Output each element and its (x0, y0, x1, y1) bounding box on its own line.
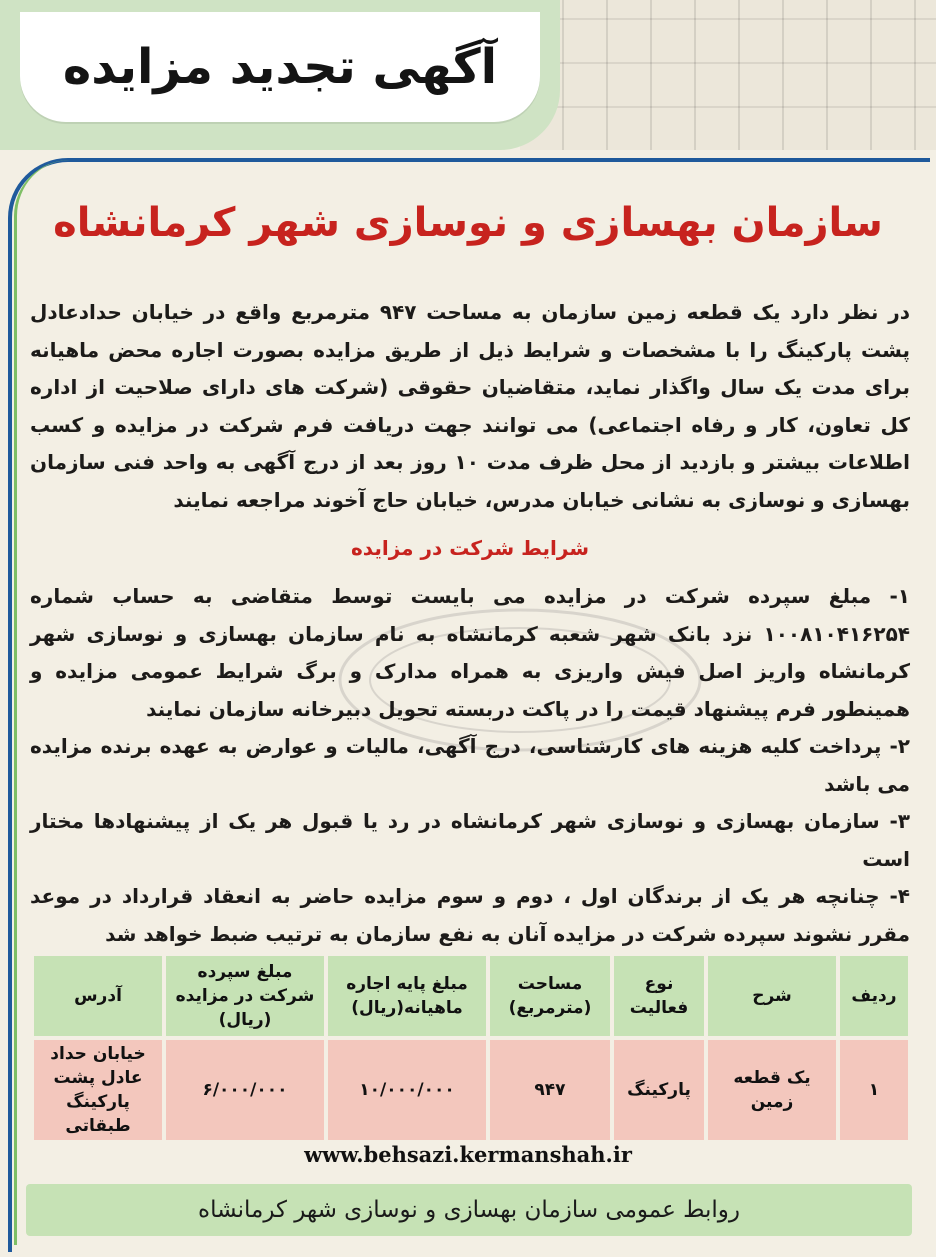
conditions-list (30, 578, 910, 953)
cell-area: ۹۴۷ (490, 1040, 610, 1140)
crossword-background (520, 0, 936, 150)
footer-public-relations: روابط عمومی سازمان بهسازی و نوسازی شهر کرمانشاه (26, 1184, 912, 1236)
cell-address: خیابان حداد عادل پشت پارکینگ طبقاتی (34, 1040, 162, 1140)
col-header-desc: شرح (708, 956, 836, 1036)
condition-item: ۱- مبلغ سپرده شرکت در مزایده می بایست توسط متقاضی به حساب شماره ۱۰۰۸۱۰۴۱۶۲۵۴ نزد بانک شهر شعبه کرمانشاه به نام سازمان بهسازی و نوسازی شهر کرمانشاه واریز اصل فیش واریزی به همراه مدارک و برگ شرایط عمومی مزایده و همینطور فرم پیشنهاد قیمت را در پاکت دربسته تحویل دبیرخانه سازمان نمایند (30, 584, 910, 721)
ad-title: آگهی تجدید مزایده (20, 12, 540, 122)
organization-title: سازمان بهسازی و نوسازی شهر کرمانشاه (53, 200, 883, 246)
condition-item: ۳- سازمان بهسازی و نوسازی شهر کرمانشاه در رد یا قبول هر یک از پیشنهادها مختار است (30, 809, 910, 871)
cell-desc: یک قطعه زمین (708, 1040, 836, 1140)
col-header-address: آدرس (34, 956, 162, 1036)
website-link[interactable]: www.behsazi.kermanshah.ir (304, 1142, 632, 1167)
conditions-heading: شرایط شرکت در مزایده (350, 536, 590, 560)
condition-item: ۴- چنانچه هر یک از برندگان اول ، دوم و سوم مزایده حاضر به انعقاد قرارداد در موعد مقرر نشوند سپرده شرکت در مزایده آنان به نفع سازمان به ترتیب ضبط خواهد شد (30, 884, 910, 946)
col-header-activity: نوع فعالیت (614, 956, 704, 1036)
auction-table (30, 952, 912, 1144)
col-header-area: مساحت (مترمربع) (490, 956, 610, 1036)
cell-rent: ۱۰/۰۰۰/۰۰۰ (328, 1040, 486, 1140)
col-header-deposit: مبلغ سپرده شرکت در مزایده (ریال) (166, 956, 324, 1036)
table-header-row (34, 956, 908, 1036)
cell-deposit: ۶/۰۰۰/۰۰۰ (166, 1040, 324, 1140)
header-band (0, 0, 560, 150)
col-header-row: ردیف (840, 956, 908, 1036)
col-header-rent: مبلغ پایه اجاره ماهیانه(ریال) (328, 956, 486, 1036)
cell-activity: پارکینگ (614, 1040, 704, 1140)
condition-item: ۲- پرداخت کلیه هزینه های کارشناسی، درج آگهی، مالیات و عوارض به عهده برنده مزایده می باشد (30, 734, 910, 796)
cell-row: ۱ (840, 1040, 908, 1140)
intro-paragraph: در نظر دارد یک قطعه زمین سازمان به مساحت ۹۴۷ مترمربع واقع در خیابان حدادعادل پشت پارکینگ را با مشخصات و شرایط ذیل از طریق مزایده بصورت اجاره محض ماهیانه برای مدت یک سال واگذار نماید، متقاضیان حقوقی (شرکت های دارای صلاحیت از اداره کل تعاون، کار و رفاه اجتماعی) می توانند جهت دریافت فرم شرکت در مزایده و کسب اطلاعات بیشتر و بازدید از محل ظرف مدت ۱۰ روز بعد از درج آگهی به واحد فنی سازمان بهسازی و نوسازی به نشانی خیابان مدرس، خیابان حاج آخوند مراجعه نمایند (30, 300, 910, 512)
table-row (34, 1040, 908, 1140)
